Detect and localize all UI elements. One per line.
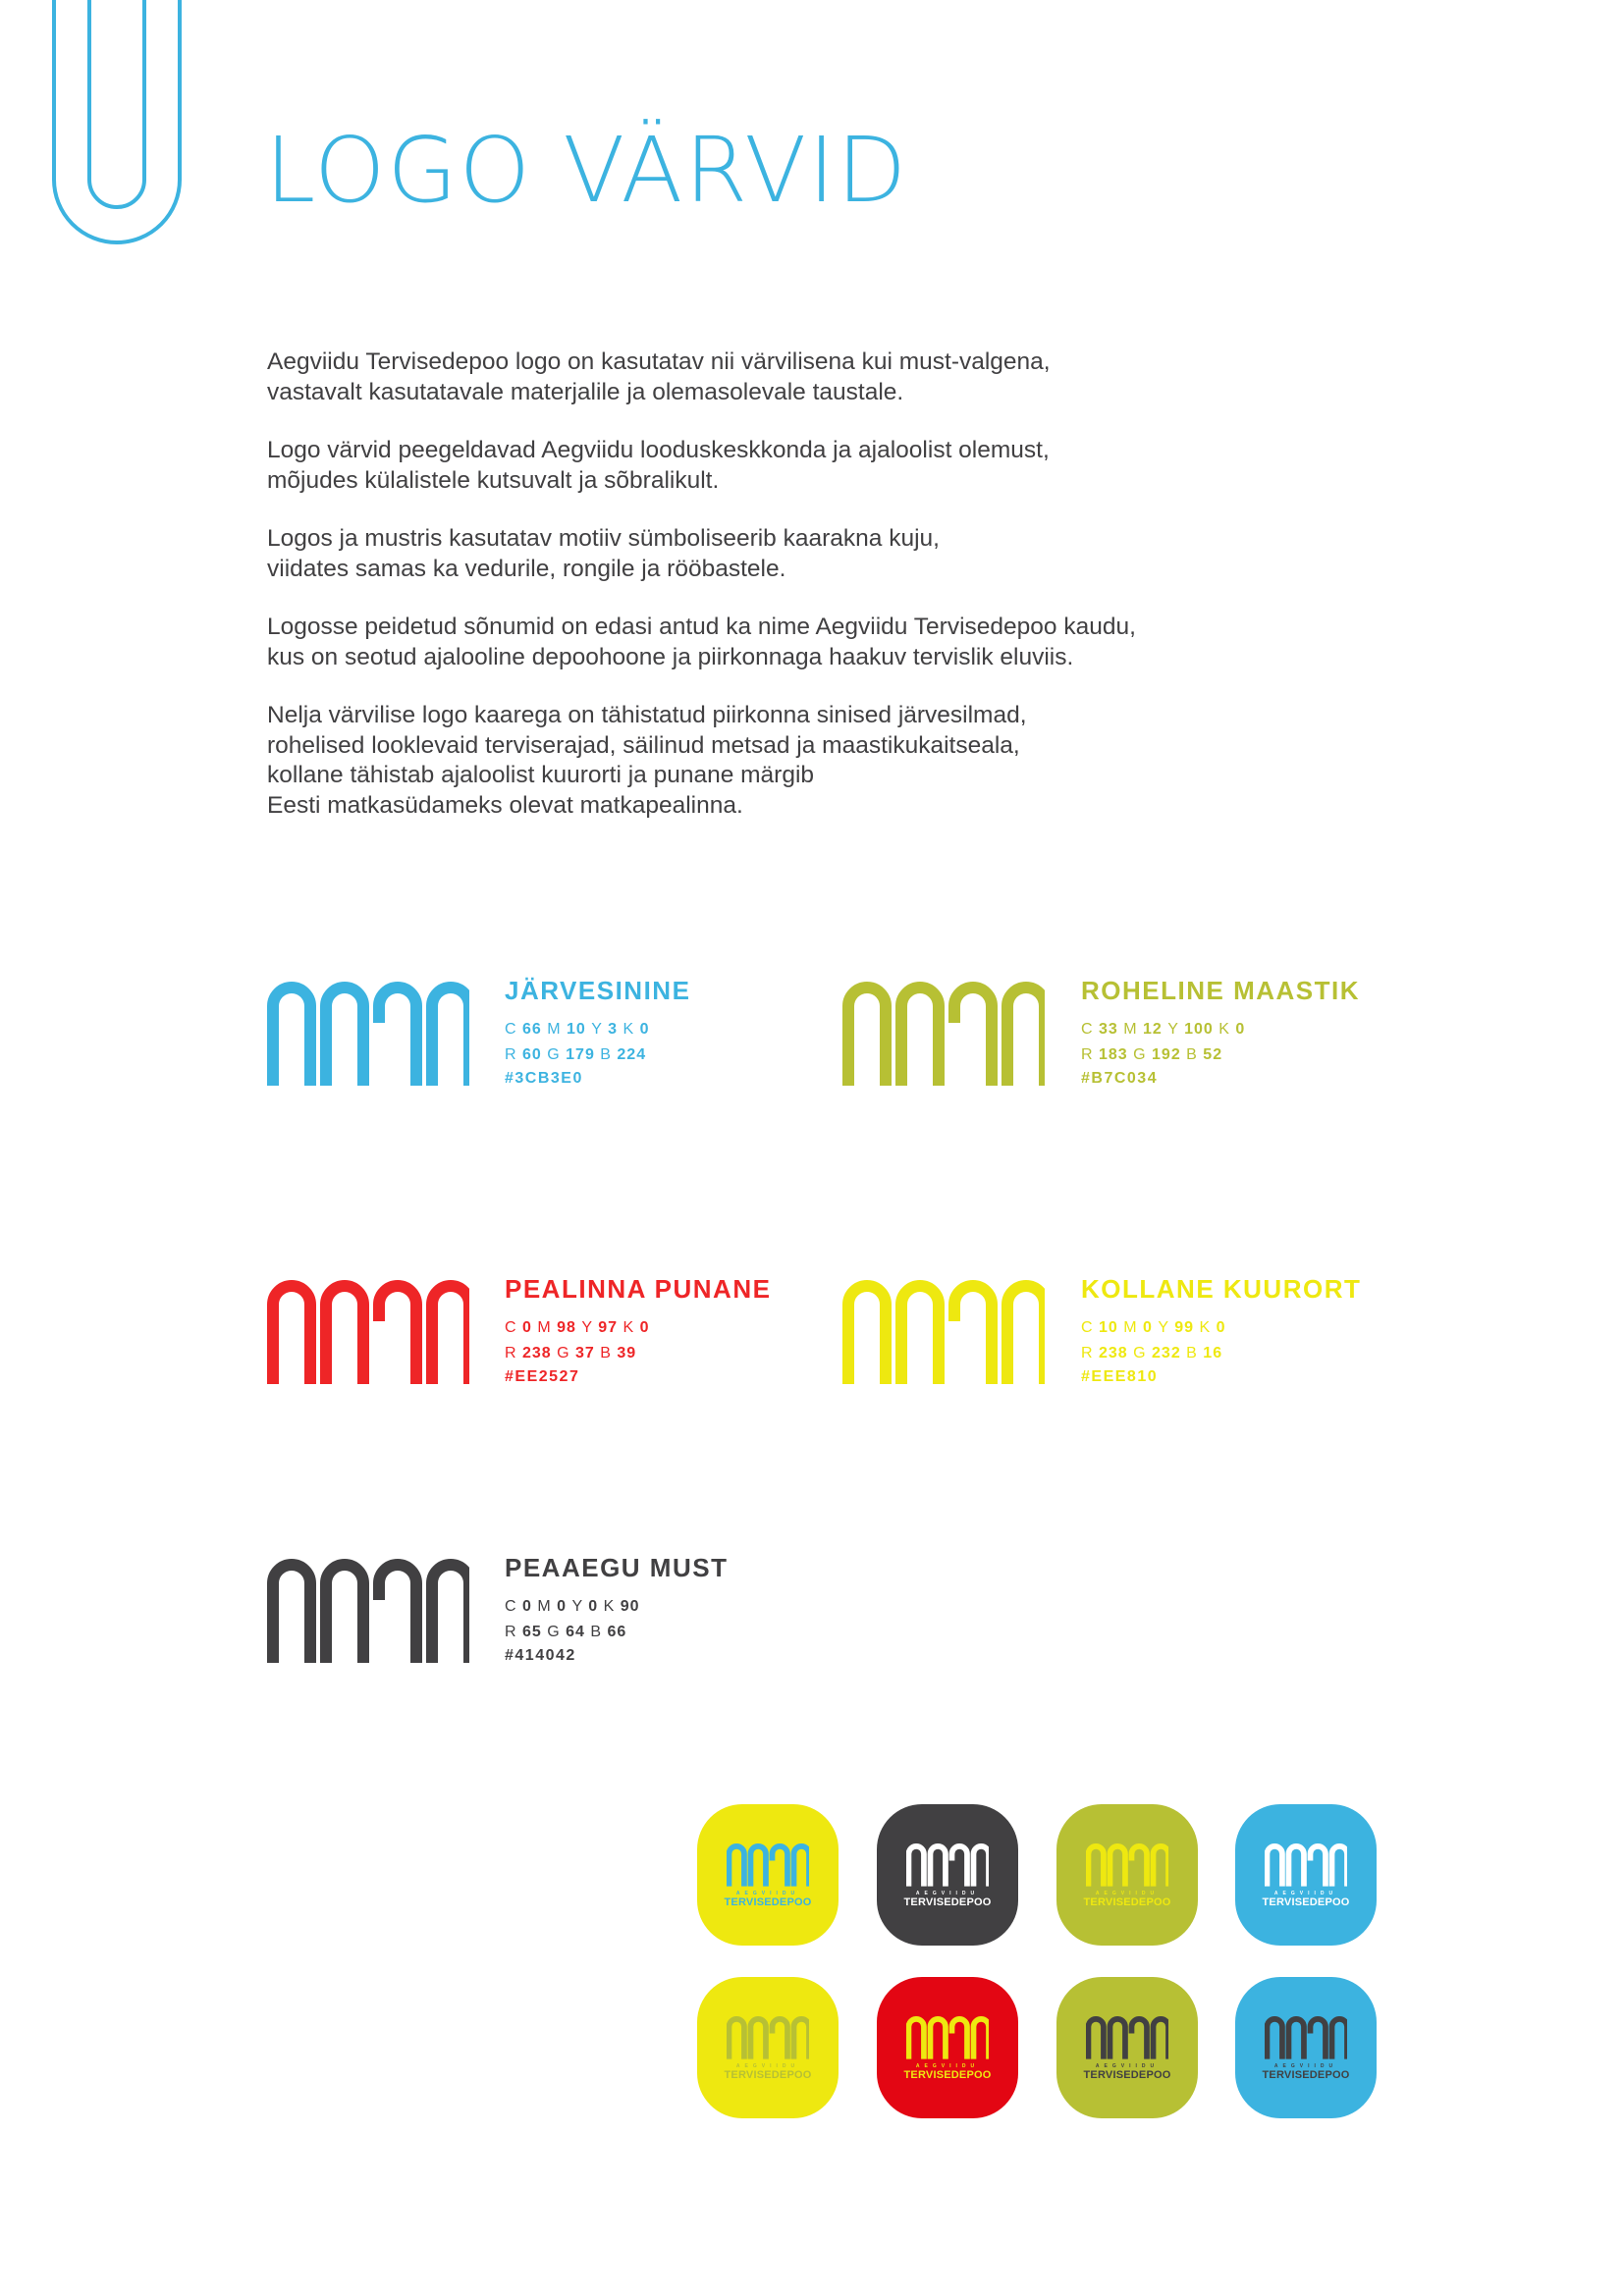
hex-value: #3CB3E0 <box>505 1070 583 1087</box>
channel-value: 224 <box>617 1046 647 1063</box>
color-name: PEAAEGU MUST <box>505 1553 729 1582</box>
page-title: LOGO VÄRVID <box>265 118 909 223</box>
channel-letter: K <box>623 1021 640 1038</box>
cmyk-values <box>505 1017 839 1042</box>
channel-letter: C <box>505 1598 522 1615</box>
channel-value: 0 <box>639 1021 650 1038</box>
app-icon <box>877 1977 1018 2118</box>
hex-value: #414042 <box>505 1647 576 1664</box>
cmyk-values <box>505 1315 839 1341</box>
channel-letter: K <box>603 1598 621 1615</box>
arch-logo-icon <box>842 1280 1045 1384</box>
channel-value: 66 <box>607 1624 627 1640</box>
color-name: JÄRVESININE <box>505 976 691 1005</box>
channel-letter: K <box>623 1319 640 1336</box>
channel-letter: B <box>1186 1345 1204 1362</box>
channel-letter: M <box>1123 1021 1144 1038</box>
color-name: ROHELINE MAASTIK <box>1081 976 1360 1005</box>
rgb-values <box>1081 1341 1415 1366</box>
channel-value: 99 <box>1174 1319 1200 1336</box>
channel-letter: B <box>600 1046 618 1063</box>
channel-letter: Y <box>571 1598 589 1615</box>
channel-value: 10 <box>1099 1319 1124 1336</box>
app-icon <box>1056 1977 1198 2118</box>
channel-letter: K <box>1199 1319 1217 1336</box>
channel-value: 64 <box>566 1624 591 1640</box>
app-icon-subtitle: AEGVIIDU <box>915 2063 980 2069</box>
channel-letter: Y <box>591 1021 609 1038</box>
channel-value: 0 <box>1235 1021 1246 1038</box>
rgb-values <box>505 1042 839 1068</box>
channel-value: 3 <box>608 1021 623 1038</box>
channel-value: 192 <box>1152 1046 1187 1063</box>
channel-value: 179 <box>566 1046 601 1063</box>
channel-value: 10 <box>567 1021 592 1038</box>
channel-value: 90 <box>620 1598 640 1615</box>
arch-logo-shape <box>848 1286 1045 1384</box>
channel-value: 52 <box>1203 1046 1223 1063</box>
channel-letter: G <box>1133 1345 1153 1362</box>
app-icon-wordmark: TERVISEDEPOO <box>1083 1896 1171 1908</box>
channel-value: 0 <box>1143 1319 1159 1336</box>
arch-logo-icon <box>267 982 469 1086</box>
arch-logo-shape <box>273 1286 469 1384</box>
channel-value: 238 <box>522 1345 558 1362</box>
channel-value: 0 <box>588 1598 604 1615</box>
channel-letter: R <box>505 1345 522 1362</box>
channel-letter: R <box>1081 1345 1099 1362</box>
channel-value: 238 <box>1099 1345 1134 1362</box>
rgb-values <box>505 1341 839 1366</box>
channel-letter: C <box>505 1021 522 1038</box>
channel-value: 33 <box>1099 1021 1124 1038</box>
app-icon <box>877 1804 1018 1946</box>
arch-logo-icon <box>1265 2016 1347 2059</box>
channel-value: 232 <box>1152 1345 1187 1362</box>
arch-logo-icon <box>842 982 1045 1086</box>
channel-letter: G <box>1133 1046 1153 1063</box>
channel-value: 12 <box>1143 1021 1168 1038</box>
app-icon-wordmark: TERVISEDEPOO <box>903 1896 992 1908</box>
channel-letter: Y <box>1158 1319 1175 1336</box>
app-icon-wordmark: TERVISEDEPOO <box>1262 2069 1350 2081</box>
channel-letter: M <box>547 1021 568 1038</box>
app-icon-wordmark: TERVISEDEPOO <box>724 1896 812 1908</box>
channel-letter: M <box>537 1319 558 1336</box>
app-icon-subtitle: AEGVIIDU <box>1273 1891 1338 1896</box>
channel-value: 0 <box>557 1598 572 1615</box>
channel-letter: M <box>537 1598 558 1615</box>
channel-letter: C <box>1081 1021 1099 1038</box>
arch-logo-icon <box>906 1843 989 1887</box>
arch-logo-icon <box>727 2016 809 2059</box>
app-icon-subtitle: AEGVIIDU <box>735 2063 800 2069</box>
hex-value: #EE2527 <box>505 1368 580 1385</box>
channel-letter: B <box>600 1345 618 1362</box>
app-icon <box>1235 1804 1377 1946</box>
channel-letter: C <box>1081 1319 1099 1336</box>
cmyk-values <box>1081 1017 1415 1042</box>
color-name: KOLLANE KUURORT <box>1081 1274 1362 1304</box>
arch-logo-icon <box>1086 2016 1168 2059</box>
channel-letter: R <box>505 1624 522 1640</box>
channel-letter: C <box>505 1319 522 1336</box>
arch-logo-shape <box>273 988 469 1086</box>
color-name: PEALINNA PUNANE <box>505 1274 772 1304</box>
channel-value: 16 <box>1203 1345 1223 1362</box>
channel-value: 0 <box>522 1319 538 1336</box>
channel-value: 97 <box>598 1319 623 1336</box>
app-icon <box>1235 1977 1377 2118</box>
intro-paragraph: Logos ja mustris kasutatav motiiv sümboliseerib kaarakna kuju, viidates samas ka vedurile, rongile ja rööbastele. <box>267 525 940 582</box>
arch-logo-icon <box>1265 1843 1347 1887</box>
rgb-values <box>505 1620 839 1645</box>
channel-letter: R <box>505 1046 522 1063</box>
rgb-values <box>1081 1042 1415 1068</box>
intro-paragraph: Nelja värvilise logo kaarega on tähistatud piirkonna sinised järvesilmad, rohelised looklevaid terviserajad, säilinud metsad ja maastikukaitseala, kollane tähistab ajaloolist kuurorti ja punane märgib Eesti matkasüdameks olevat matkapealinna. <box>267 702 1027 819</box>
channel-value: 39 <box>617 1345 637 1362</box>
channel-value: 66 <box>522 1021 548 1038</box>
channel-value: 98 <box>557 1319 582 1336</box>
channel-letter: G <box>547 1624 567 1640</box>
arch-logo-icon <box>267 1559 469 1663</box>
intro-text <box>267 347 1347 849</box>
app-icon <box>697 1977 839 2118</box>
channel-value: 0 <box>639 1319 650 1336</box>
hex-value: #EEE810 <box>1081 1368 1159 1385</box>
channel-letter: G <box>557 1345 576 1362</box>
channel-letter: M <box>1123 1319 1144 1336</box>
cmyk-values <box>505 1594 839 1620</box>
intro-paragraph: Logo värvid peegeldavad Aegviidu looduskeskkonda ja ajaloolist olemust, mõjudes külalistele kutsuvalt ja sõbralikult. <box>267 437 1050 494</box>
channel-value: 0 <box>1216 1319 1226 1336</box>
app-icon-subtitle: AEGVIIDU <box>735 1891 800 1896</box>
app-icon-wordmark: TERVISEDEPOO <box>1262 1896 1350 1908</box>
app-icon-wordmark: TERVISEDEPOO <box>1083 2069 1171 2081</box>
app-icon-wordmark: TERVISEDEPOO <box>903 2069 992 2081</box>
channel-value: 183 <box>1099 1046 1134 1063</box>
channel-value: 100 <box>1184 1021 1219 1038</box>
app-icon-subtitle: AEGVIIDU <box>1095 1891 1160 1896</box>
hex-value: #B7C034 <box>1081 1070 1159 1087</box>
arch-logo-icon <box>727 1843 809 1887</box>
channel-letter: K <box>1218 1021 1236 1038</box>
arch-logo-icon <box>267 1280 469 1384</box>
channel-value: 65 <box>522 1624 548 1640</box>
channel-letter: Y <box>1167 1021 1185 1038</box>
channel-letter: G <box>547 1046 567 1063</box>
channel-value: 37 <box>575 1345 601 1362</box>
arch-logo-shape <box>273 1565 469 1663</box>
corner-arch-graphic <box>51 0 183 245</box>
channel-value: 60 <box>522 1046 548 1063</box>
channel-letter: B <box>590 1624 608 1640</box>
app-icon <box>697 1804 839 1946</box>
arch-logo-icon <box>1086 1843 1168 1887</box>
app-icon-subtitle: AEGVIIDU <box>1273 2063 1338 2069</box>
app-icon <box>1056 1804 1198 1946</box>
app-icon-subtitle: AEGVIIDU <box>1095 2063 1160 2069</box>
app-icon-subtitle: AEGVIIDU <box>915 1891 980 1896</box>
cmyk-values <box>1081 1315 1415 1341</box>
intro-paragraph: Aegviidu Tervisedepoo logo on kasutatav nii värvilisena kui must-valgena, vastavalt kasutatavale materjalile ja olemasolevale taustale. <box>267 348 1051 405</box>
channel-value: 0 <box>522 1598 538 1615</box>
app-icon-wordmark: TERVISEDEPOO <box>724 2069 812 2081</box>
channel-letter: Y <box>581 1319 599 1336</box>
arch-logo-shape <box>848 988 1045 1086</box>
intro-paragraph: Logosse peidetud sõnumid on edasi antud ka nime Aegviidu Tervisedepoo kaudu, kus on seotud ajalooline depoohoone ja piirkonnaga haakuv tervislik eluviis. <box>267 614 1136 670</box>
arch-logo-icon <box>906 2016 989 2059</box>
channel-letter: B <box>1186 1046 1204 1063</box>
channel-letter: R <box>1081 1046 1099 1063</box>
